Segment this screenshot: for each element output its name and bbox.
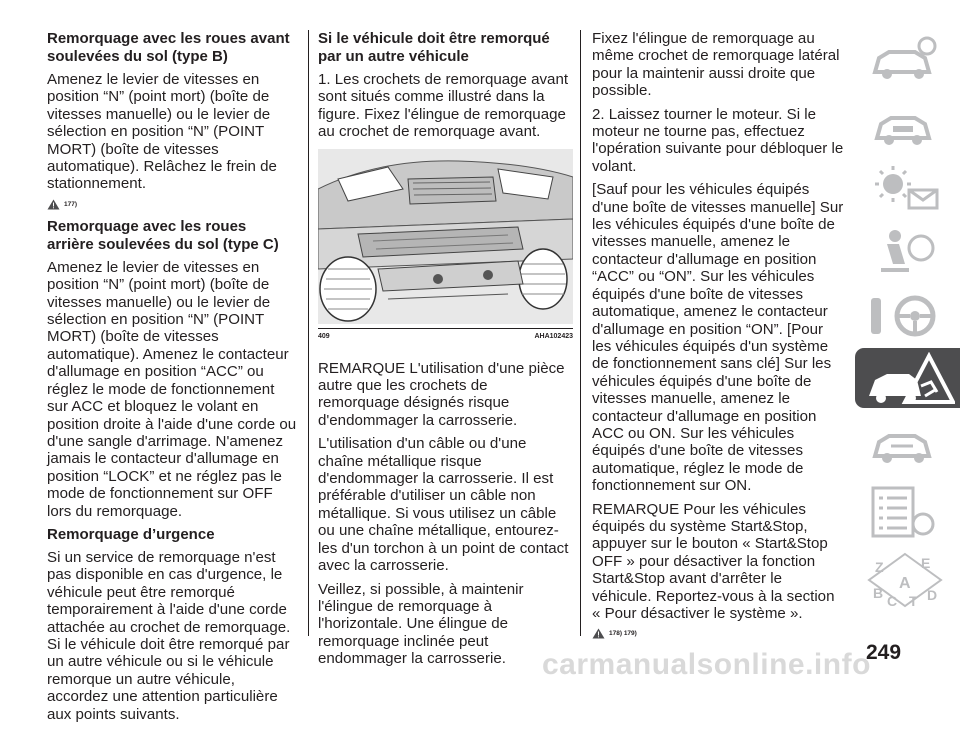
towing-hook-figure [318, 149, 573, 324]
alphabet-index-icon [865, 550, 945, 610]
tab-specifications[interactable] [855, 480, 960, 540]
paragraph-type-c: Amenez le levier de vitesses en position “N” (point mort) (boîte de vitesses manuelle) ou le levier de sélection en position “N” (POINT MORT) (boîte de vitesses automatique). Amenez le contacteur d'allumage en position “ACC” ou réglez le mode de fonctionnement sur ACC et bloquez le volant en position droite à l'aide d'une corde ou d'une sangle d'arrimage. N'amenez jamais le contacteur d'allumage en position “LOCK” et ne réglez pas le mode de fonctionnement sur OFF lors du remorquage. [47, 258, 297, 520]
column-1 [47, 30, 297, 729]
warning-reference-icon [47, 199, 60, 210]
section-heading-type-b: Remorquage avec les roues avant soulevées du sol (type B) [47, 30, 290, 65]
tab-car-info[interactable] [855, 30, 960, 90]
svg-text:E: E [921, 555, 931, 571]
tab-index[interactable] [855, 546, 960, 609]
airbag-icon [865, 226, 945, 278]
paragraph-emergency: Si un service de remorquage n'est pas disponible en cas d'urgence, le véhicule peut être remorqué temporairement à l'aide d'une corde attachée au crochet de remorquage. Si le véhicule doit être remorqué par un autre véhicule ou si le véhicule remorque un autre véhicule, accordez une attention particulière aux points suivants. [47, 548, 291, 723]
car-info-icon [865, 34, 945, 86]
tab-service[interactable] [855, 416, 960, 476]
warning-reference-icon [592, 628, 605, 639]
svg-text:D: D [927, 587, 938, 603]
warning-reference-label: 178) 179) [609, 630, 637, 638]
tab-steering[interactable] [855, 286, 960, 346]
tab-dashboard[interactable] [855, 94, 960, 154]
svg-text:T: T [909, 593, 918, 609]
list-icon [865, 484, 945, 540]
column-3 [592, 30, 845, 647]
column-2 [318, 30, 573, 674]
service-car-icon [865, 420, 945, 472]
watermark: carmanualsonline.info [542, 648, 871, 681]
column-divider-2 [580, 30, 581, 636]
tab-airbag[interactable] [855, 222, 960, 282]
tab-lights[interactable] [855, 158, 960, 218]
paragraph-cable: L'utilisation d'un câble ou d'une chaîne métallique risque d'endommager la carrosserie. Il est préférable d'utiliser un câble non métallique. Si vous utilisez un câble ou une chaîne métallique, entourez-les d'un torchon à un point de contact avec la carrosserie. [318, 435, 569, 575]
section-heading-type-c: Remorquage avec les roues arrière soulevées du sol (type C) [47, 217, 279, 253]
paragraph-engine: 2. Laissez tourner le moteur. Si le moteur ne tourne pas, effectuez l'opération suivante pour débloquer le volant. [592, 105, 844, 175]
figure-code: AHA102423 [534, 332, 573, 340]
vehicle-front-underside-illustration [318, 149, 573, 324]
warning-reference-178-179 [592, 628, 845, 639]
svg-text:C: C [887, 593, 898, 609]
warning-reference-label: 177) [64, 200, 78, 208]
warning-reference-177 [47, 199, 297, 210]
svg-text:A: A [899, 575, 911, 592]
svg-text:Z: Z [875, 559, 884, 575]
section-heading-emergency: Remorquage d’urgence [47, 525, 215, 543]
tab-emergency[interactable] [855, 348, 960, 408]
paragraph-remark-parts: REMARQUE L'utilisation d'une pièce autre que les crochets de remorquage désignés risque d'endommager la carrosserie. [318, 359, 565, 429]
section-heading-towed: Si le véhicule doit être remorqué par un autre véhicule [318, 30, 550, 65]
figure-number: 409 [318, 332, 330, 340]
paragraph-type-b: Amenez le levier de vitesses en position “N” (point mort) (boîte de vitesses manuelle) ou le levier de sélection en position “N” (POINT MORT) (boîte de vitesses automatique). Relâchez le frein de stationnement. [47, 71, 277, 193]
paragraph-ignition: [Sauf pour les véhicules équipés d'une boîte de vitesses manuelle] Sur les véhicules équipés d'une boîte de vitesses manuelle, amenez le contacteur d'allumage en position “ACC” ou “ON”. Sur les véhicules équipés d'une boîte de vitesses automatique, amenez le contacteur d'allumage en position “ON”. [Pour les véhicules équipés d'un système de fonctionnement sans clé] Sur les véhicules équipés d'une boîte de vitesses manuelle, amenez le contacteur d'allumage en position ACC ou ON. Sur les véhicules équipés d'une boîte de vitesses automatique, réglez le mode de fonctionnement sur ON. [592, 181, 844, 495]
page-number: 249 [866, 641, 902, 664]
lights-icon [865, 162, 945, 214]
paragraph-sling: Fixez l'élingue de remorquage au même crochet de remorquage latéral pour la maintenir aussi droite que possible. [592, 30, 840, 100]
column-divider [308, 30, 309, 636]
dashboard-car-icon [865, 98, 945, 150]
figure-caption [318, 328, 573, 340]
steering-icon [865, 290, 945, 342]
chapter-sidebar [855, 30, 960, 610]
svg-text:B: B [873, 585, 884, 601]
paragraph-towing-hooks: 1. Les crochets de remorquage avant sont situés comme illustré dans la figure. Fixez l'élingue de remorquage au crochet de remorquage avant. [318, 71, 569, 141]
paragraph-horizontal: Veillez, si possible, à maintenir l'élingue de remorquage à l'horizontale. Une élingue de remorquage inclinée peut endommager la carrosserie. [318, 580, 524, 668]
paragraph-start-stop: REMARQUE Pour les véhicules équipés du système Start&Stop, appuyer sur le bouton « Start&Stop OFF » pour désactiver la fonction Start&Stop avant d'arrêter le véhicule. Reportez-vous à la section « Pour désactiver le système ». [592, 500, 835, 622]
warning-triangle-icon [865, 352, 955, 408]
